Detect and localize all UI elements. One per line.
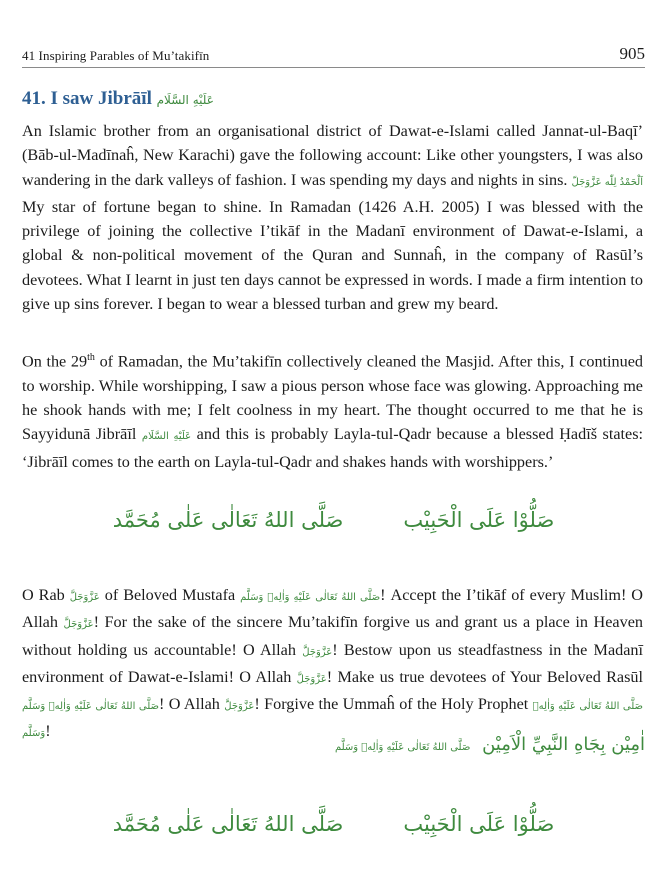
- page-number: 905: [619, 44, 645, 63]
- salat-line: [0, 508, 667, 532]
- ameen-salawat: صَلَّى اللهُ تَعَالٰى عَلَيْهِ وَاٰلِهٖ وَسَلَّم: [334, 742, 471, 753]
- salat-line-bottom: [0, 812, 667, 836]
- paragraph-text: On the 29: [22, 352, 88, 371]
- paragraph-text: ! Accept the I’tikāf of every Muslim! O Allah: [22, 586, 643, 632]
- paragraph-text: ! Make us true devotees of Your Beloved Rasūl: [326, 667, 643, 686]
- paragraph-text: of Beloved Mustafa: [99, 586, 241, 604]
- salat-right: صَلُّوْا عَلَى الْحَبِيْب: [403, 508, 555, 532]
- azza-wa-jalla-phrase: عَزَّوَجَلَّ: [302, 646, 333, 658]
- paragraph-text: My star of fortune began to shine. In Ramadan (1426 A.H. 2005) I was blessed with the privilege of joining the collective I’tikāf in the Madanī environment of Dawat-e-Islami, a global & non-political movement of the Quran and Sunnaĥ, in the company of Rasūl’s devotees. What I learnt in just ten days cannot be expressed in words. I made a firm intention to give up sins forever. I began to wear a blessed turban and grew my beard.: [22, 197, 643, 314]
- paragraph-text: ! Forgive the Ummaĥ of the Holy Prophet: [254, 695, 533, 714]
- heading-honorific: عَلَيْهِ السَّلَام: [156, 93, 214, 107]
- paragraph-text: !: [45, 722, 51, 741]
- paragraph-text: and this is probably Layla-tul-Qadr because a blessed Ḥadīš states: ‘Jibrāīl comes to the earth on Layla-tul-Qadr and shakes hands with worshippers.’: [22, 425, 643, 471]
- ameen-line: [335, 734, 645, 755]
- header-rule: [22, 67, 645, 68]
- salawat-compact-phrase: صَلَّى اللهُ تَعَالٰى عَلَيْهِ وَاٰلِهٖ وَسَلَّم: [22, 701, 643, 740]
- paragraph-text: of Ramadan, the Mu’takifīn collectively cleaned the Masjid. After this, I continued to worship. While worshipping, I saw a pious person whose face was glowing. Approaching me he shook hands with me; I felt coolness in my heart. The thought occurred to me that he is Sayyidunā Jibrāīl: [22, 352, 644, 444]
- salawat-phrase: صَلَّى اللهُ تَعَالٰى عَلَيْهِ وَاٰلِهٖ وَسَلَّم: [240, 592, 381, 603]
- running-title: 41 Inspiring Parables of Mu’takifīn: [22, 48, 210, 63]
- section-heading-text: 41. I saw Jibrāīl: [22, 88, 152, 109]
- ordinal-suffix: th: [87, 352, 95, 363]
- running-header: [22, 44, 645, 64]
- paragraph-ramadan: [22, 346, 643, 474]
- paragraph-text: O Rab: [22, 586, 70, 604]
- azza-wa-jalla-phrase: عَزَّوَجَلَّ: [224, 701, 255, 713]
- azza-wa-jalla-phrase: عَزَّوَجَلَّ: [63, 619, 94, 631]
- section-heading: [22, 88, 214, 110]
- paragraph-text: An Islamic brother from an organisational district of Dawat-e-Islami called Jannat-ul-Baqī’ (Bāb-ul-Madīnaĥ, New Karachi) gave the following account: Like other youngsters, I was also wandering in the dark valleys of fashion. I was spending my days and nights in sins.: [22, 122, 643, 189]
- paragraph-text: ! For the sake of the sincere Mu’takifīn forgive us and grant us a place in Heaven without holding us accountable! O Allah: [22, 613, 643, 659]
- salat-left: صَلَّى اللهُ تَعَالٰى عَلٰى مُحَمَّد: [112, 812, 344, 836]
- paragraph-text: ! O Allah: [159, 695, 225, 714]
- azza-wa-jalla-phrase: عَزَّوَجَلَّ: [296, 673, 327, 685]
- paragraph-text: ! Bestow upon us steadfastness in the Madanī environment of Dawat-e-Islami! O Allah: [22, 640, 644, 686]
- azza-wa-jalla-phrase: عَزَّوَجَلَّ: [69, 592, 100, 603]
- paragraph-account: [22, 119, 643, 316]
- ameen-text: اٰمِيْن بِجَاهِ النَّبِيِّ الْاَمِيْن: [482, 734, 645, 755]
- salat-left: صَلَّى اللهُ تَعَالٰى عَلٰى مُحَمَّد: [112, 508, 344, 532]
- alayhis-salam-phrase: عَلَيْهِ السَّلَام: [141, 431, 192, 443]
- salat-right: صَلُّوْا عَلَى الْحَبِيْب: [403, 812, 555, 836]
- paragraph-dua: [22, 583, 643, 747]
- alhamdulillah-phrase: اَلْحَمْدُ لِلّٰه عَزَّوَجَلّ: [571, 176, 643, 188]
- salawat-phrase: صَلَّى اللهُ تَعَالٰى عَلَيْهِ وَاٰلِهٖ وَسَلَّم: [22, 701, 160, 713]
